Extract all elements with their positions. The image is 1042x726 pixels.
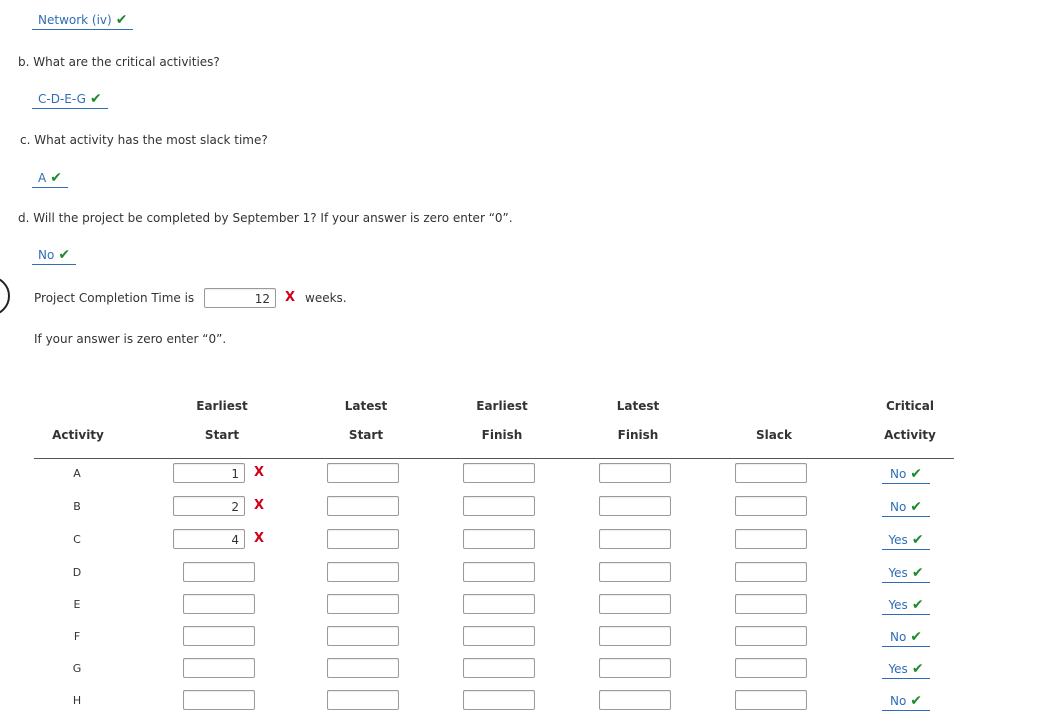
slack-input-e[interactable] <box>735 594 807 614</box>
latest-finish-input-c[interactable] <box>599 529 671 549</box>
earliest-start-input-g[interactable] <box>183 658 255 678</box>
critical-answer-e[interactable] <box>882 596 930 615</box>
network-answer-text: Network (iv) <box>38 13 112 27</box>
cross-icon: X <box>285 290 296 305</box>
latest-start-input-f[interactable] <box>327 626 399 646</box>
latest-finish-input-d[interactable] <box>599 562 671 582</box>
question-b: b. What are the critical activities? <box>18 55 220 69</box>
check-icon: ✔ <box>115 12 128 28</box>
header-activity: Activity <box>52 428 104 442</box>
latest-start-input-a[interactable] <box>327 463 399 483</box>
latest-start-input-b[interactable] <box>327 496 399 516</box>
cross-icon: X <box>254 498 265 513</box>
critical-answer-a[interactable] <box>882 465 930 484</box>
latest-finish-input-g[interactable] <box>599 658 671 678</box>
critical-answer-text: Yes <box>888 566 908 580</box>
earliest-start-input-e[interactable] <box>183 594 255 614</box>
latest-start-input-d[interactable] <box>327 562 399 582</box>
critical-activities-text: C-D-E-G <box>38 92 86 106</box>
critical-answer-text: Yes <box>888 662 908 676</box>
check-icon: ✔ <box>910 466 923 482</box>
latest-finish-input-e[interactable] <box>599 594 671 614</box>
completion-time-label: Project Completion Time is <box>34 291 195 305</box>
earliest-finish-input-c[interactable] <box>463 529 535 549</box>
activity-label-d: D <box>72 566 82 579</box>
activity-label-f: F <box>73 630 81 643</box>
critical-answer-d[interactable] <box>882 564 930 583</box>
activity-label-h: H <box>72 694 82 707</box>
header-slack: Slack <box>756 428 792 442</box>
header-earliest-finish-bottom: Finish <box>481 428 523 442</box>
latest-start-input-g[interactable] <box>327 658 399 678</box>
latest-finish-input-h[interactable] <box>599 690 671 710</box>
latest-start-input-e[interactable] <box>327 594 399 614</box>
latest-finish-input-b[interactable] <box>599 496 671 516</box>
latest-finish-input-f[interactable] <box>599 626 671 646</box>
cross-icon: X <box>254 531 265 546</box>
header-earliest-finish-top: Earliest <box>476 399 528 413</box>
earliest-start-input-a[interactable]: 1 <box>173 463 245 483</box>
critical-answer-text: Yes <box>888 533 908 547</box>
activity-label-e: E <box>73 598 81 611</box>
zero-note: If your answer is zero enter “0”. <box>34 332 227 346</box>
critical-answer-h[interactable] <box>882 692 930 711</box>
header-earliest-start-top: Earliest <box>196 399 248 413</box>
check-icon: ✔ <box>910 499 923 515</box>
activity-label-b: B <box>73 500 81 513</box>
slack-input-h[interactable] <box>735 690 807 710</box>
question-c: c. What activity has the most slack time? <box>20 133 268 147</box>
most-slack-answer[interactable] <box>32 169 68 188</box>
slack-input-a[interactable] <box>735 463 807 483</box>
slack-input-b[interactable] <box>735 496 807 516</box>
earliest-finish-input-f[interactable] <box>463 626 535 646</box>
activity-label-a: A <box>73 467 81 480</box>
question-d: d. Will the project be completed by September 1? If your answer is zero enter “0”. <box>18 211 513 225</box>
check-icon: ✔ <box>911 532 924 548</box>
check-icon: ✔ <box>911 565 924 581</box>
slack-input-g[interactable] <box>735 658 807 678</box>
critical-answer-c[interactable] <box>882 531 930 550</box>
check-icon: ✔ <box>50 170 62 186</box>
earliest-start-input-f[interactable] <box>183 626 255 646</box>
completion-time-unit: weeks. <box>305 291 347 305</box>
earliest-start-input-b[interactable]: 2 <box>173 496 245 516</box>
check-icon: ✔ <box>910 629 923 645</box>
margin-circle-marker <box>0 276 10 316</box>
critical-answer-text: Yes <box>888 598 908 612</box>
header-latest-start-top: Latest <box>344 399 388 413</box>
earliest-start-input-h[interactable] <box>183 690 255 710</box>
critical-answer-text: No <box>889 630 907 644</box>
slack-input-f[interactable] <box>735 626 807 646</box>
activity-label-c: C <box>73 533 81 546</box>
activity-label-g: G <box>72 662 82 675</box>
earliest-finish-input-a[interactable] <box>463 463 535 483</box>
latest-start-input-c[interactable] <box>327 529 399 549</box>
completed-by-answer[interactable] <box>32 246 76 265</box>
critical-answer-text: No <box>889 467 907 481</box>
check-icon: ✔ <box>911 597 924 613</box>
slack-input-d[interactable] <box>735 562 807 582</box>
earliest-finish-input-h[interactable] <box>463 690 535 710</box>
check-icon: ✔ <box>910 693 923 709</box>
completion-time-input[interactable]: 12 <box>204 288 276 308</box>
header-critical-bottom: Activity <box>884 428 936 442</box>
earliest-finish-input-e[interactable] <box>463 594 535 614</box>
completed-by-text: No <box>38 248 55 262</box>
network-answer[interactable] <box>32 11 133 30</box>
critical-answer-g[interactable] <box>882 660 930 679</box>
header-earliest-start-bottom: Start <box>204 428 240 442</box>
earliest-start-input-c[interactable]: 4 <box>173 529 245 549</box>
critical-answer-b[interactable] <box>882 498 930 517</box>
header-latest-finish-bottom: Finish <box>617 428 659 442</box>
critical-activities-answer[interactable] <box>32 90 108 109</box>
slack-input-c[interactable] <box>735 529 807 549</box>
header-critical-top: Critical <box>885 399 934 413</box>
check-icon: ✔ <box>89 91 102 107</box>
latest-finish-input-a[interactable] <box>599 463 671 483</box>
earliest-finish-input-b[interactable] <box>463 496 535 516</box>
header-latest-finish-top: Latest <box>616 399 660 413</box>
latest-start-input-h[interactable] <box>327 690 399 710</box>
critical-answer-text: No <box>889 500 907 514</box>
earliest-finish-input-d[interactable] <box>463 562 535 582</box>
table-header-divider <box>34 458 954 459</box>
most-slack-text: A <box>38 171 47 185</box>
cross-icon: X <box>254 465 265 480</box>
critical-answer-text: No <box>889 694 907 708</box>
earliest-finish-input-g[interactable] <box>463 658 535 678</box>
header-latest-start-bottom: Start <box>348 428 384 442</box>
check-icon: ✔ <box>58 247 71 263</box>
earliest-start-input-d[interactable] <box>183 562 255 582</box>
critical-answer-f[interactable] <box>882 628 930 647</box>
check-icon: ✔ <box>911 661 924 677</box>
